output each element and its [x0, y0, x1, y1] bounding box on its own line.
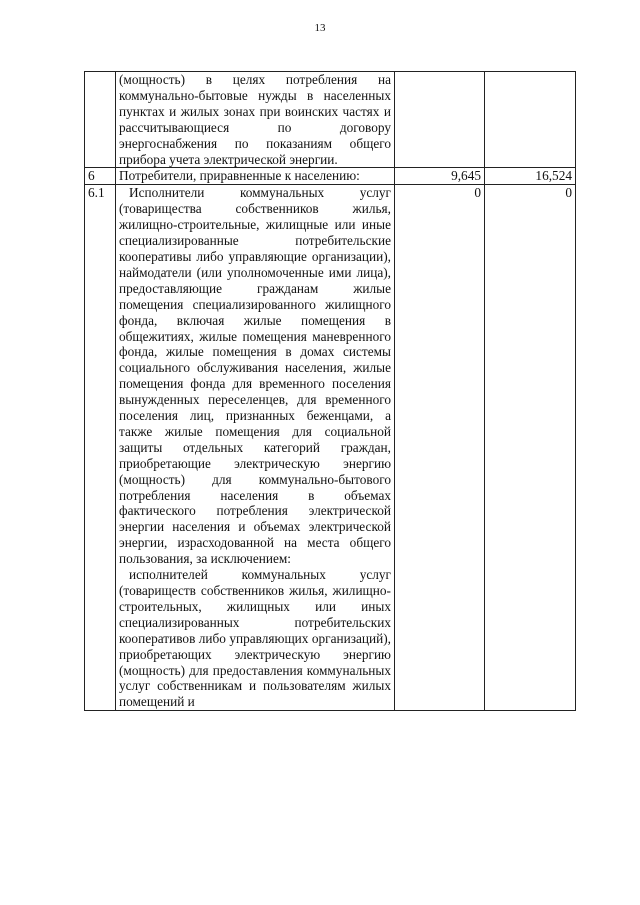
- table-row-6-1: [85, 185, 576, 711]
- row-value-1: 9,645: [395, 168, 485, 185]
- row-number: 6.1: [85, 185, 116, 711]
- row-description: [116, 185, 395, 711]
- row-value-1: 0: [395, 185, 485, 711]
- row-description-text: Потребители, приравненные к населению:: [119, 168, 360, 184]
- row-description-exception-text: исполнителей коммунальных услуг (товариществ собственников жилья, жилищно-строительных, жилищных или иных специализированных потребительских кооперативов либо управляющих организаций), приобретающих электрическую энергию (мощность) для предоставления коммунальных услуг собственникам и пользователям жилых помещений и: [119, 567, 391, 710]
- row-number: 6: [85, 168, 116, 185]
- row-value-2: [485, 72, 576, 168]
- row-value-2: 16,524: [485, 168, 576, 185]
- row-description: [116, 168, 395, 185]
- row-description: [116, 72, 395, 168]
- row-description-text: Исполнители коммунальных услуг (товарищества собственников жилья, жилищно-строительные, жилищные или иные специализированные потребительские кооперативы либо управляющие организации), наймодатели (или уполномоченные ими лица), предоставляющие гражданам жилые помещения специализированного жилищного фонда, включая жилые помещения в общежитиях, жилые помещения маневренного фонда, жилые помещения в домах системы социального обслуживания населения, жилые помещения фонда для временного поселения вынужденных переселенцев, для временного поселения лиц, признанных беженцами, а также жилые помещения для социальной защиты отдельных категорий граждан, приобретающие электрическую энергию (мощность) для коммунально-бытового потребления населения в объемах фактического потребления электрической энергии населения и объемах электрической энергии, израсходованной на места общего пользования, за исключением:: [119, 185, 391, 567]
- page-number: 13: [314, 22, 326, 34]
- row-number: [85, 72, 116, 168]
- row-description-text: (мощность) в целях потребления на коммунально-бытовые нужды в населенных пунктах и жилых зонах при воинских частях и рассчитывающиеся по договору энергоснабжения по показаниям общего прибора учета электрической энергии.: [119, 72, 391, 167]
- row-value-1: [395, 72, 485, 168]
- table-row-6: [85, 168, 576, 185]
- tariff-table: [84, 71, 576, 711]
- table-row-continuation: [85, 72, 576, 168]
- row-value-2: 0: [485, 185, 576, 711]
